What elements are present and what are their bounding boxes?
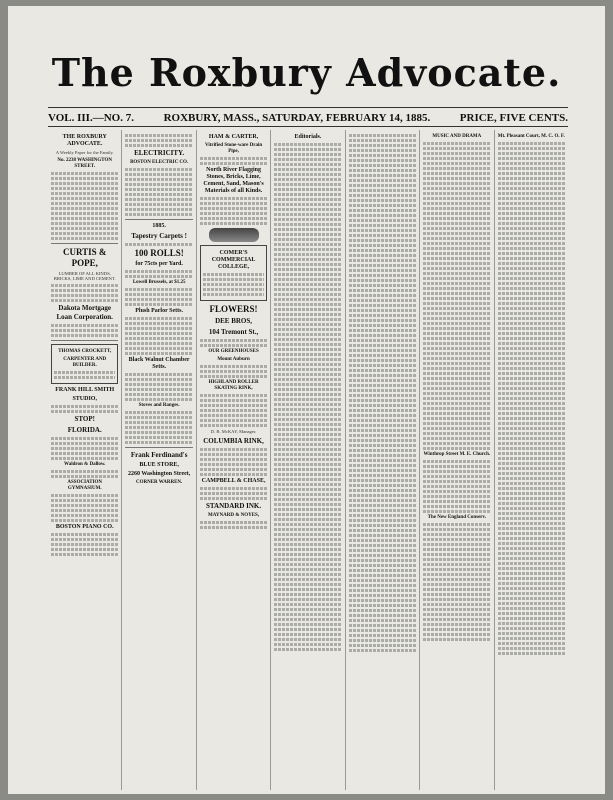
ad-dakota: Dakota Mortgage Loan Corporation. bbox=[56, 303, 113, 321]
ad-blue-store: BLUE STORE, bbox=[139, 462, 179, 468]
text-block bbox=[200, 157, 267, 165]
text-block bbox=[51, 437, 118, 460]
top-rule bbox=[48, 107, 568, 108]
ad-comer-college bbox=[200, 245, 267, 301]
ad-piano: BOSTON PIANO CO. bbox=[55, 523, 114, 530]
ad-stoves: Stoves and Ranges. bbox=[138, 403, 180, 408]
text-block bbox=[349, 134, 416, 652]
ad-ham-carter: HAM & CARTER, bbox=[208, 134, 259, 140]
text-block bbox=[51, 470, 118, 478]
ad-highland-rink: HIGHLAND ROLLER SKATING RINK, bbox=[208, 380, 259, 391]
divider bbox=[51, 243, 118, 244]
ad-corner: CORNER WARREN. bbox=[135, 480, 183, 485]
divider bbox=[125, 447, 192, 448]
text-block bbox=[51, 533, 118, 556]
text-block bbox=[498, 142, 565, 655]
text-block bbox=[200, 487, 267, 500]
ad-crockett-trade: CARPENTER AND BUILDER. bbox=[63, 356, 107, 368]
paper-title: THE ROXBURY ADVOCATE. bbox=[62, 134, 107, 147]
text-block bbox=[125, 411, 192, 444]
ad-plush: Plush Parlor Setts. bbox=[135, 308, 183, 314]
ad-flowers: FLOWERS! bbox=[209, 304, 258, 314]
music-drama-heading: MUSIC AND DRAMA bbox=[432, 134, 482, 139]
text-block bbox=[125, 134, 192, 147]
price: PRICE, FIVE CENTS. bbox=[459, 112, 568, 124]
text-block bbox=[200, 339, 267, 347]
divider bbox=[125, 219, 192, 220]
ad-mount-auburn: Mount Auburn bbox=[217, 357, 250, 362]
ad-tapestry: Tapestry Carpets ! bbox=[131, 232, 187, 240]
ad-florida: FLORIDA. bbox=[67, 425, 102, 434]
conservatory-heading: The New England Conserv. bbox=[427, 515, 486, 520]
text-block bbox=[274, 143, 341, 651]
column-5 bbox=[346, 130, 420, 790]
ad-lumber: LUMBER OF ALL KINDS, BRICKS, LIME AND CEMENT. bbox=[53, 270, 116, 282]
text-block bbox=[203, 273, 264, 296]
ad-year: 1885. bbox=[152, 223, 166, 229]
text-block bbox=[125, 288, 192, 306]
column-3 bbox=[197, 130, 271, 790]
ad-maynard: MAYNARD & NOYES, bbox=[208, 512, 260, 518]
divider bbox=[51, 340, 118, 341]
ad-curtis: CURTIS & POPE, bbox=[62, 246, 107, 268]
text-block bbox=[200, 394, 267, 427]
ad-frank-hill: FRANK HILL SMITH bbox=[55, 386, 115, 393]
text-block bbox=[125, 373, 192, 401]
ad-tremont: 104 Tremont St., bbox=[208, 328, 259, 336]
text-block bbox=[54, 371, 115, 379]
ad-lowell: Lowell Brussels, at $1.25 bbox=[132, 280, 186, 285]
pipe-illustration bbox=[209, 228, 259, 242]
ad-blue-address: 2260 Washington Street, bbox=[127, 471, 191, 477]
winthrop-heading: Winthrop Street M. E. Church. bbox=[423, 452, 491, 457]
paper-subtitle: A Weekly Paper for the Family. bbox=[55, 150, 114, 155]
ad-rolls: 100 ROLLS! bbox=[134, 248, 184, 258]
ad-price-line: for 75cts per Yard. bbox=[135, 261, 183, 267]
volume-number: VOL. III.—NO. 7. bbox=[48, 112, 134, 124]
issue-date: ROXBURY, MASS., SATURDAY, FEBRUARY 14, 1885. bbox=[163, 112, 431, 124]
text-block bbox=[423, 142, 490, 450]
ad-gymnasium: ASSOCIATION GYMNASIUM. bbox=[67, 479, 103, 491]
pleasant-court-heading: Mt. Pleasant Court, M. C. O. F. bbox=[497, 134, 565, 139]
ad-comer-title: COMER'S COMMERCIAL COLLEGE, bbox=[211, 250, 256, 270]
ad-studio: STUDIO, bbox=[72, 395, 97, 402]
column-1 bbox=[48, 130, 122, 790]
ad-mckay: D. B. McKAY, Manager. bbox=[210, 429, 257, 434]
newspaper-page bbox=[8, 6, 605, 794]
ad-greenhouses: OUR GREENHOUSES bbox=[208, 349, 259, 354]
ad-dee-bros: DEE BROS, bbox=[215, 317, 253, 325]
ad-drain-pipe: Vitrified Stone-ware Drain Pipe, bbox=[204, 143, 263, 154]
columns bbox=[48, 130, 568, 790]
text-block bbox=[200, 365, 267, 378]
column-6 bbox=[420, 130, 494, 790]
text-block bbox=[51, 494, 118, 522]
ad-walnut: Black Walnut Chamber Setts. bbox=[128, 357, 190, 370]
column-2 bbox=[122, 130, 196, 790]
ad-north-river: North River Flagging Stones, Bricks, Lime, Cement, Sand, Mason's Materials of all Kinds. bbox=[203, 167, 264, 194]
text-block bbox=[51, 284, 118, 302]
column-7 bbox=[495, 130, 568, 790]
text-block bbox=[200, 448, 267, 476]
ad-crockett bbox=[51, 344, 118, 384]
column-4 bbox=[271, 130, 345, 790]
text-block bbox=[125, 317, 192, 355]
ad-boston-electric: BOSTON ELECTRIC CO. bbox=[130, 160, 189, 165]
ad-crockett-name: THOMAS CROCKETT, bbox=[58, 348, 112, 354]
text-block bbox=[125, 270, 192, 278]
ad-columbia-rink: COLUMBIA RINK, bbox=[203, 436, 264, 445]
ad-electricity: ELECTRICITY. bbox=[134, 149, 185, 157]
ad-campbell-chase: CAMPBELL & CHASE, bbox=[201, 477, 266, 484]
bottom-rule bbox=[48, 126, 568, 127]
text-block bbox=[125, 168, 192, 216]
editorials-heading: Editorials. bbox=[294, 134, 322, 140]
paper-address: No. 2238 WASHINGTON STREET. bbox=[57, 157, 113, 169]
text-block bbox=[51, 405, 118, 413]
ad-ferdinand: Frank Ferdinand's bbox=[130, 451, 188, 459]
masthead-title: The Roxbury Advocate. bbox=[51, 50, 562, 95]
ad-stop: STOP! bbox=[74, 414, 95, 423]
ad-waldron: Waldron & Dallow. bbox=[63, 461, 106, 467]
text-block bbox=[51, 324, 118, 337]
text-block bbox=[200, 197, 267, 225]
text-block bbox=[200, 521, 267, 529]
text-block bbox=[423, 460, 490, 513]
ad-standard-ink: STANDARD INK. bbox=[206, 501, 262, 510]
text-block bbox=[51, 172, 118, 240]
dateline bbox=[48, 112, 568, 124]
text-block bbox=[125, 243, 192, 246]
text-block bbox=[423, 523, 490, 641]
